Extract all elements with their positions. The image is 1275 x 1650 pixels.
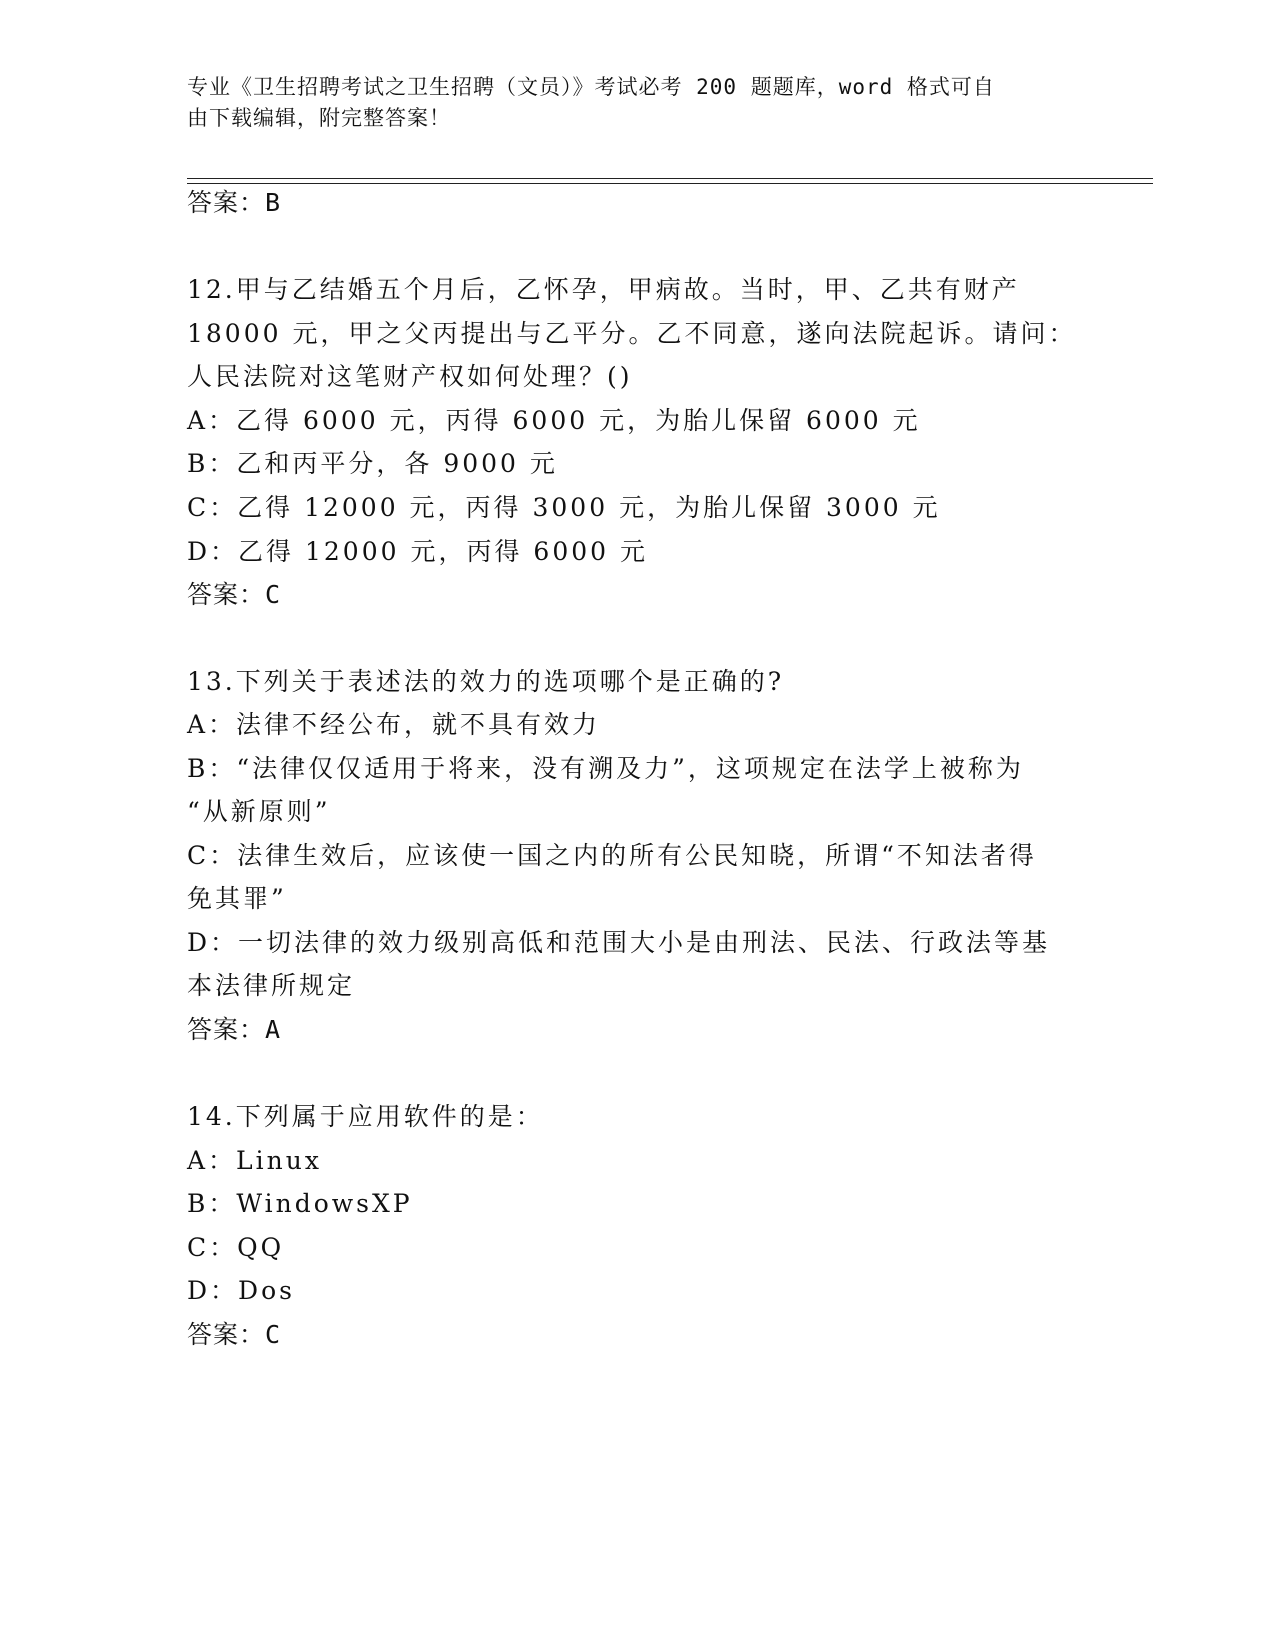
q14-option-b: B：WindowsXP bbox=[187, 1189, 413, 1218]
document-header bbox=[187, 72, 1067, 134]
q12-answer: 答案：C bbox=[187, 580, 282, 609]
q12-stem-line-3: 人民法院对这笔财产权如何处理？() bbox=[187, 362, 633, 391]
header-line-1: 专业《卫生招聘考试之卫生招聘（文员）》考试必考 200 题题库，word 格式可自 bbox=[187, 75, 995, 99]
q12-stem-line-1: 12.甲与乙结婚五个月后，乙怀孕，甲病故。当时，甲、乙共有财产 bbox=[187, 275, 1020, 304]
header-rule-bottom bbox=[187, 183, 1153, 184]
answer-11: 答案：B bbox=[187, 188, 282, 217]
q14-answer: 答案：C bbox=[187, 1320, 282, 1349]
q14-option-a: A：Linux bbox=[187, 1146, 322, 1175]
q13-option-c-line-2: 免其罪” bbox=[187, 884, 287, 913]
q14-option-d: D：Dos bbox=[187, 1276, 295, 1305]
q13-answer: 答案：A bbox=[187, 1015, 282, 1044]
header-rule-top bbox=[187, 178, 1153, 179]
q13-option-c-line-1: C：法律生效后，应该使一国之内的所有公民知晓，所谓“不知法者得 bbox=[187, 841, 1037, 870]
q12-option-c: C：乙得 12000 元，丙得 3000 元，为胎儿保留 3000 元 bbox=[187, 493, 941, 522]
q14-option-c: C：QQ bbox=[187, 1233, 285, 1262]
header-line-2: 由下载编辑，附完整答案！ bbox=[187, 106, 451, 130]
q12-stem-line-2: 18000 元，甲之父丙提出与乙平分。乙不同意，遂向法院起诉。请问： bbox=[187, 319, 1077, 348]
q13-option-b-line-2: “从新原则” bbox=[187, 797, 331, 826]
q12-option-b: B：乙和丙平分，各 9000 元 bbox=[187, 449, 558, 478]
q13-option-a: A：法律不经公布，就不具有效力 bbox=[187, 710, 601, 739]
q13-option-b-line-1: B：“法律仅仅适用于将来，没有溯及力”，这项规定在法学上被称为 bbox=[187, 754, 1024, 783]
q13-stem-line-1: 13.下列关于表述法的效力的选项哪个是正确的? bbox=[187, 667, 785, 696]
q14-stem-line-1: 14.下列属于应用软件的是： bbox=[187, 1102, 544, 1131]
q12-option-d: D：乙得 12000 元，丙得 6000 元 bbox=[187, 537, 648, 566]
q13-option-d-line-2: 本法律所规定 bbox=[187, 971, 356, 1000]
q13-option-d-line-1: D：一切法律的效力级别高低和范围大小是由刑法、民法、行政法等基 bbox=[187, 928, 1051, 957]
q12-option-a: A：乙得 6000 元，丙得 6000 元，为胎儿保留 6000 元 bbox=[187, 406, 921, 435]
